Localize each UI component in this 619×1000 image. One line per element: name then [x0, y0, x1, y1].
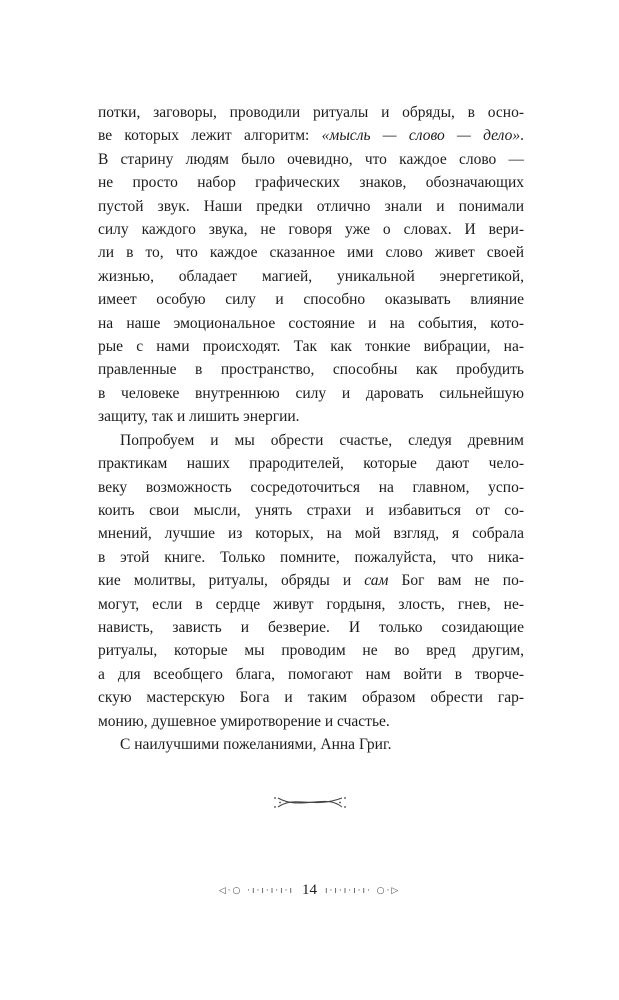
text-line [98, 335, 524, 358]
page-footer [0, 882, 619, 899]
text-segment: могут, если в сердце живут гордыня, злость, гнев, не- [98, 595, 524, 613]
text-segment: имеет особую силу и способно оказывать влияние [98, 291, 524, 309]
text-segment: пустой звук. Наши предки отлично знали и понимали [98, 197, 524, 215]
text-segment: нависть, зависть и безверие. И только созидающие [98, 618, 524, 636]
text-line [98, 405, 524, 428]
text-line [98, 265, 524, 288]
flourish-icon [271, 790, 349, 814]
text-segment: кие молитвы, ритуалы, обряды и [98, 572, 365, 590]
text-line [98, 686, 524, 709]
text-segment: Попробуем и мы обрести счастье, следуя древним [120, 431, 524, 449]
text-line [98, 710, 524, 733]
paragraph [98, 101, 524, 429]
text-line [98, 171, 524, 194]
paragraph [98, 429, 524, 733]
italic-text: «мысль — слово — дело» [321, 127, 521, 145]
text-line [98, 195, 524, 218]
text-segment: жизнью, обладает магией, уникальной энергетикой, [98, 267, 524, 285]
text-segment: С наилучшими пожеланиями, Анна Григ. [120, 735, 392, 753]
text-segment: ритуалы, которые мы проводим не во вред другим, [98, 642, 524, 660]
text-segment: в человеке внутреннюю силу и даровать сильнейшую [98, 384, 524, 402]
footer-ornament-left: ◁·○ ·ı·ı·ı·ı·ı [218, 885, 294, 896]
text-segment: в этой книге. Только помните, пожалуйста, что ника- [98, 548, 524, 566]
text-segment: рые с нами происходят. Так как тонкие вибрации, на- [98, 338, 524, 356]
footer-ornament-right: ı·ı·ı·ı·ı· ○·▷ [325, 885, 401, 896]
text-line [98, 452, 524, 475]
text-line [98, 101, 524, 124]
divider-ornament [0, 790, 619, 814]
text-segment: защиту, так и лишить энергии. [98, 408, 300, 426]
text-line [98, 593, 524, 616]
text-segment: практикам наших прародителей, которые дают чело- [98, 455, 524, 473]
text-segment: монию, душевное умиротворение и счастье. [98, 712, 390, 730]
text-segment: правленные в пространство, способны как пробудить [98, 361, 524, 379]
text-line [98, 241, 524, 264]
text-line [98, 476, 524, 499]
text-segment: мнений, лучшие из которых, на мой взгляд, я собрала [98, 525, 524, 543]
text-segment: коить свои мысли, унять страхи и избавиться от со- [98, 501, 524, 519]
text-line [98, 429, 524, 452]
text-line [98, 522, 524, 545]
paragraph [98, 733, 524, 756]
text-line [98, 124, 524, 147]
text-segment: скую мастерскую Бога и таким образом обрести гар- [98, 689, 524, 707]
text-line [98, 569, 524, 592]
text-segment: силу каждого звука, не говоря уже о словах. И вери- [98, 221, 524, 239]
text-line [98, 312, 524, 335]
text-line [98, 218, 524, 241]
text-segment: ве которых лежит алгоритм: [98, 127, 322, 145]
text-segment: . [520, 127, 524, 145]
text-line [98, 639, 524, 662]
text-segment: не просто набор графических знаков, обозначающих [98, 174, 524, 192]
text-line [98, 663, 524, 686]
text-line [98, 288, 524, 311]
text-segment: на наше эмоциональное состояние и на события, кото- [98, 314, 524, 332]
page-number: 14 [302, 882, 317, 898]
text-segment: веку возможность сосредоточиться на главном, успо- [98, 478, 524, 496]
text-line [98, 148, 524, 171]
text-segment: ли в то, что каждое сказанное ими слово живет своей [98, 244, 524, 262]
text-segment: потки, заговоры, проводили ритуалы и обряды, в осно- [98, 104, 524, 121]
text-line [98, 733, 524, 756]
text-line [98, 382, 524, 405]
text-line [98, 616, 524, 639]
text-segment: В старину людям было очевидно, что каждое слово — [98, 150, 524, 168]
text-line [98, 546, 524, 569]
italic-text: сам [364, 572, 389, 590]
text-block [98, 101, 524, 756]
text-segment: Бог вам не по- [388, 572, 524, 590]
text-segment: а для всеобщего блага, помогают нам войти в творче- [98, 665, 524, 683]
text-line [98, 358, 524, 381]
text-line [98, 499, 524, 522]
